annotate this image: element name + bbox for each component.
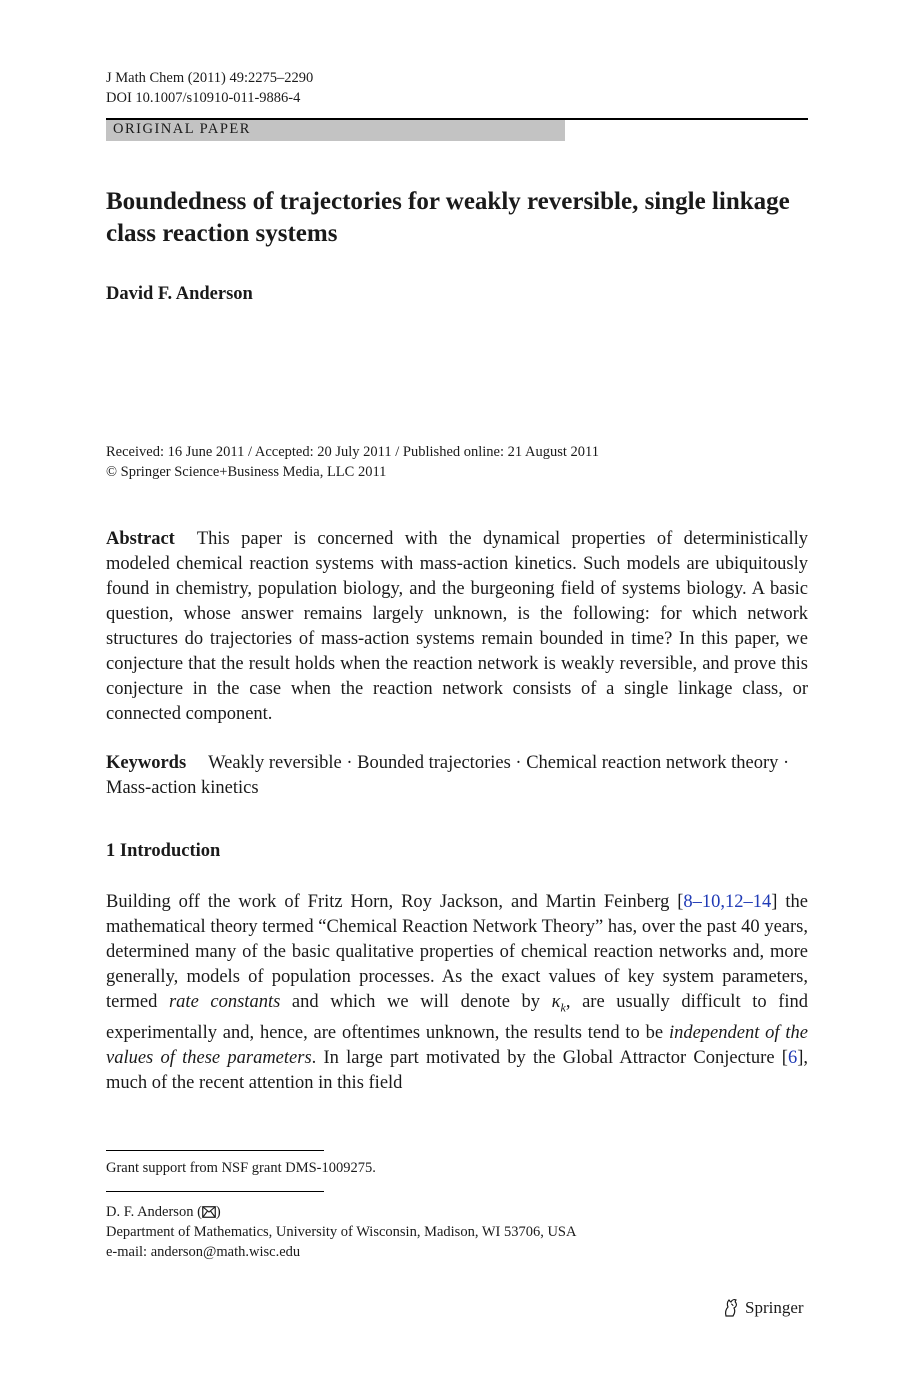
citation-bracket: ] (797, 1047, 804, 1068)
envelope-icon (202, 1206, 216, 1218)
keywords-label: Keywords (106, 753, 187, 773)
citation-bracket: [ (781, 1047, 788, 1068)
abstract-text: This paper is concerned with the dynamical properties of deterministically modeled chemical reaction systems with mass-action kinetics. Such models are ubiquitously found in chemistry, population biology, and the burgeoning field of systems biology. A basic question, whose answer remains largely unknown, is the following: for which network structures do trajectories of mass-action systems remain bounded in time? In this paper, we conjecture that the result holds when the reaction network is weakly reversible, and prove this conjecture in the case when the reaction network consists of a single linkage class, or connected component. (106, 529, 808, 724)
author-name: David F. Anderson (106, 284, 253, 304)
intro-text: Building off the work of Fritz Horn, Roy Jackson, and Martin Feinberg (106, 892, 678, 912)
springer-logo (722, 1298, 804, 1318)
journal-header (106, 68, 313, 108)
kappa-subscript: k (560, 1000, 566, 1015)
introduction-paragraph (106, 890, 808, 1096)
intro-text: . In large part motivated by the Global Attractor Conjecture (311, 1047, 782, 1068)
paper-title: Boundedness of trajectories for weakly reversible, single linkage class reaction systems (106, 188, 790, 247)
abstract-label: Abstract (106, 529, 175, 549)
department: Department of Mathematics, University of Wisconsin, Madison, WI 53706, USA (106, 1224, 577, 1240)
intro-text: , are usually difficult to find experimentally and, hence, are oftentimes unknown, the results tend to be (106, 992, 808, 1043)
corresponding-author (106, 1202, 576, 1222)
footnote-rule (106, 1150, 324, 1151)
publication-dates: Received: 16 June 2011 / Accepted: 20 July 2011 / Published online: 21 August 2011 (106, 444, 599, 460)
footnote-rule (106, 1191, 324, 1192)
intro-emphasis: independent of the values of these parameters (106, 1022, 808, 1068)
keywords (106, 751, 808, 801)
paren-close: ) (215, 1204, 221, 1220)
citation-ref[interactable]: 12–14 (725, 892, 772, 912)
kappa: κ (551, 992, 561, 1012)
citation-bracket: ] (771, 892, 778, 912)
citation-bracket: [ (677, 892, 684, 912)
intro-text: the mathematical theory termed “Chemical Reaction Network Theory” has, over the past 40 years, determined many of the basic qualitative properties of chemical reaction networks and, more generally, models of population processes. As the exact values of key system parameters, termed (106, 892, 808, 1012)
journal-citation: J Math Chem (2011) 49:2275–2290 (106, 70, 314, 86)
author-affiliation (106, 1202, 576, 1262)
kappa-symbol (551, 992, 566, 1015)
section-heading-introduction: 1 Introduction (106, 841, 221, 861)
citation-separator: , (720, 892, 726, 912)
article-category: ORIGINAL PAPER (113, 121, 251, 137)
springer-horse-icon (722, 1298, 740, 1318)
doi: DOI 10.1007/s10910-011-9886-4 (106, 90, 301, 106)
article-category-bar (106, 120, 565, 141)
springer-logo-text: Springer (745, 1298, 804, 1317)
grant-footnote: Grant support from NSF grant DMS-1009275. (106, 1160, 376, 1176)
citation-link[interactable] (677, 892, 777, 912)
intro-text: and which we will denote by (280, 992, 552, 1012)
citation-ref[interactable]: 8–10 (683, 892, 721, 912)
corresponding-author-name: D. F. Anderson ( (106, 1204, 202, 1220)
citation-ref[interactable]: 6 (787, 1047, 798, 1068)
keywords-text: Weakly reversible · Bounded trajectories · Chemical reaction network theory · Mass-action kinetics (106, 753, 790, 798)
intro-emphasis: rate constants (168, 992, 281, 1012)
email[interactable]: e-mail: anderson@math.wisc.edu (106, 1244, 301, 1260)
copyright: © Springer Science+Business Media, LLC 2011 (106, 464, 387, 480)
abstract (106, 527, 808, 727)
intro-text: , much of the recent attention in this field (106, 1047, 808, 1093)
publication-info (106, 442, 599, 482)
